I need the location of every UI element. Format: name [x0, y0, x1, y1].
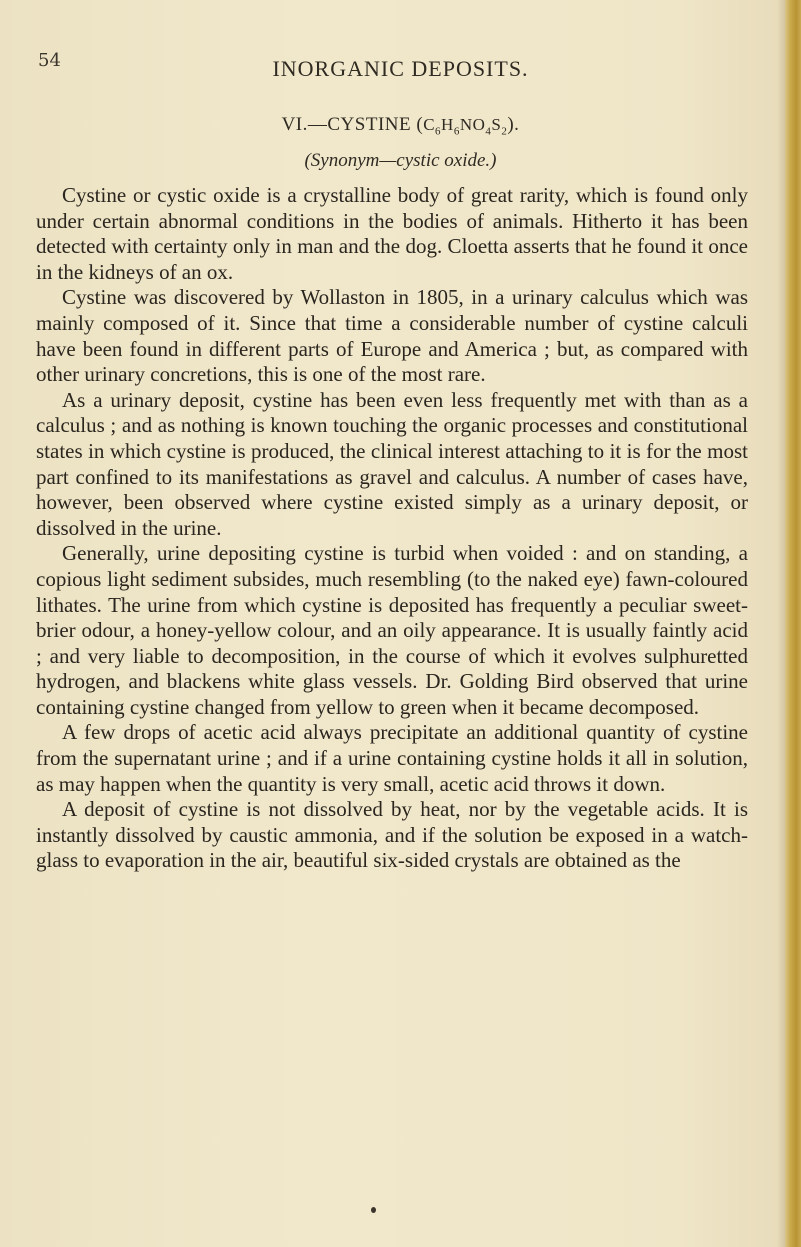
body-text: [36, 183, 748, 874]
page-edge-shadow: [777, 0, 785, 1247]
running-head: INORGANIC DEPOSITS.: [272, 56, 529, 81]
formula-s-sub: 2: [501, 125, 508, 138]
formula-s: S: [491, 115, 502, 134]
formula-n: N: [459, 115, 473, 134]
paragraph: Generally, urine depositing cystine is turbid when voided : and on standing, a copious light sediment subsides, much resembling (to the naked eye) fawn-coloured lithates. The urine from which cystine is deposited has frequently a peculiar sweet-brier odour, a honey-yellow colour, and an oily appearance. It is usually faintly acid ; and very liable to decomposition, in the course of which it evolves sulphuretted hydrogen, and blackens white glass vessels. Dr. Golding Bird observed that urine containing cystine changed from yellow to green when it became decomposed.: [36, 541, 748, 719]
paragraph: As a urinary deposit, cystine has been even less frequently met with than as a calculus ; and as nothing is known touching the organic processes and constitutional states in which cystine is produced, the clinical interest attaching to it is for the most part confined to its manifestations as gravel and calculus. A number of cases have, however, been observed where cystine existed simply as a urinary deposit, or dissolved in the urine.: [36, 387, 748, 540]
section-title-suffix: ).: [507, 114, 520, 135]
paragraph: A deposit of cystine is not dissolved by heat, nor by the vegetable acids. It is instantly dissolved by caustic ammonia, and if the solution be exposed in a watch-glass to evaporation in the air, beautiful six-sided crystals are obtained as the: [36, 797, 748, 873]
formula-h-sub: 6: [453, 125, 460, 138]
formula-o-sub: 4: [485, 125, 492, 138]
paragraph: A few drops of acetic acid always precipitate an additional quantity of cystine from the supernatant urine ; and if a urine containing cystine holds it all in solution, as may happen when the quantity is very small, acetic acid throws it down.: [36, 720, 748, 796]
paragraph: Cystine or cystic oxide is a crystalline body of great rarity, which is found only under certain abnormal conditions in the bodies of animals. Hitherto it has been detected with certainty only in man and the dog. Cloetta asserts that he found it once in the kidneys of an ox.: [36, 183, 748, 284]
section-title: [0, 114, 801, 137]
page-edge: [785, 0, 801, 1247]
formula-c: C: [423, 115, 436, 134]
formula-o: O: [472, 115, 486, 134]
paragraph: Cystine was discovered by Wollaston in 1805, in a urinary calculus which was mainly composed of it. Since that time a considerable number of cystine calculi have been found in different parts of Europe and America ; but, as compared with other urinary concretions, this is one of the most rare.: [36, 285, 748, 387]
page-number: 54: [38, 50, 61, 71]
ink-mark: [371, 1207, 376, 1213]
formula-c-sub: 6: [435, 125, 442, 138]
chemical-formula: [423, 115, 508, 138]
synonym-line: (Synonym—cystic oxide.): [304, 150, 497, 171]
formula-h: H: [441, 115, 454, 134]
section-title-prefix: VI.—CYSTINE (: [281, 114, 424, 135]
